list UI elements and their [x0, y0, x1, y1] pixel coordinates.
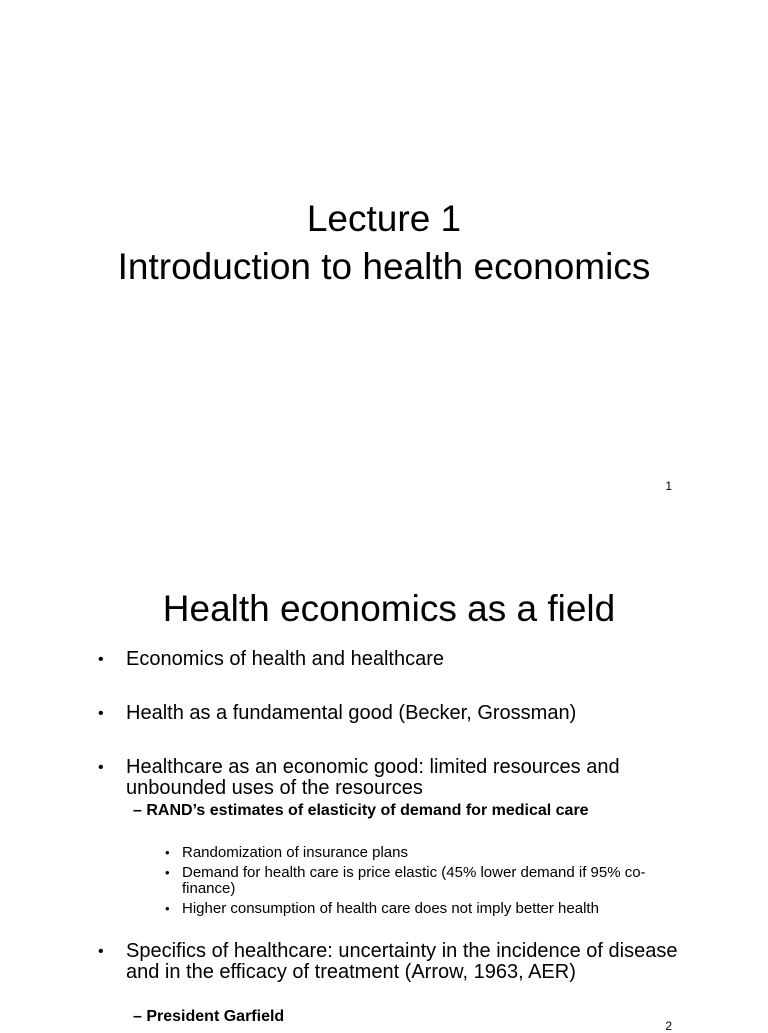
sub-bullet-text: President Garfield: [146, 1008, 285, 1025]
bullet-item: [98, 649, 698, 670]
bullet-text: Specifics of healthcare: uncertainty in the incidence of disease and in the efficacy of treatment (Arrow, 1963, AER): [126, 940, 678, 983]
bullet-marker: •: [165, 845, 170, 860]
bullet-marker: •: [165, 901, 170, 916]
bullet-marker: •: [98, 759, 104, 776]
bullet-item: [98, 757, 698, 799]
slide-title: Health economics as a field: [162, 588, 616, 629]
page-number: 1: [665, 479, 672, 493]
bullet-item: [98, 941, 698, 983]
slide-title-line-1: Lecture 1: [306, 198, 462, 239]
slide-1: [0, 0, 768, 512]
sub-bullet-item: [133, 1007, 693, 1026]
sub-bullet-text: RAND’s estimates of elasticity of demand for medical care: [146, 802, 589, 819]
bullet-text: Health as a fundamental good (Becker, Grossman): [126, 702, 577, 724]
bullet-text: Economics of health and healthcare: [126, 648, 444, 670]
bullet-marker: •: [98, 943, 104, 960]
sub-sub-bullet-item: [165, 845, 685, 861]
sub-sub-bullet-item: [165, 901, 685, 917]
bullet-marker: •: [165, 865, 170, 880]
sub-sub-bullet-text: Higher consumption of health care does not imply better health: [182, 900, 599, 917]
bullet-marker: •: [98, 651, 104, 668]
page-number: 2: [665, 1019, 672, 1033]
sub-bullet-item: [133, 801, 693, 820]
slide-title-line-2: Introduction to health economics: [117, 246, 651, 287]
sub-sub-bullet-text: Demand for health care is price elastic (45% lower demand if 95% co-finance): [182, 864, 646, 897]
slide-2: [0, 512, 768, 1024]
dash-marker: –: [133, 1008, 142, 1025]
bullet-marker: •: [98, 705, 104, 722]
bullet-item: [98, 703, 698, 724]
bullet-text: Healthcare as an economic good: limited resources and unbounded uses of the resources: [126, 756, 620, 799]
sub-sub-bullet-text: Randomization of insurance plans: [182, 844, 408, 861]
sub-sub-bullet-item: [165, 865, 685, 897]
dash-marker: –: [133, 802, 142, 819]
